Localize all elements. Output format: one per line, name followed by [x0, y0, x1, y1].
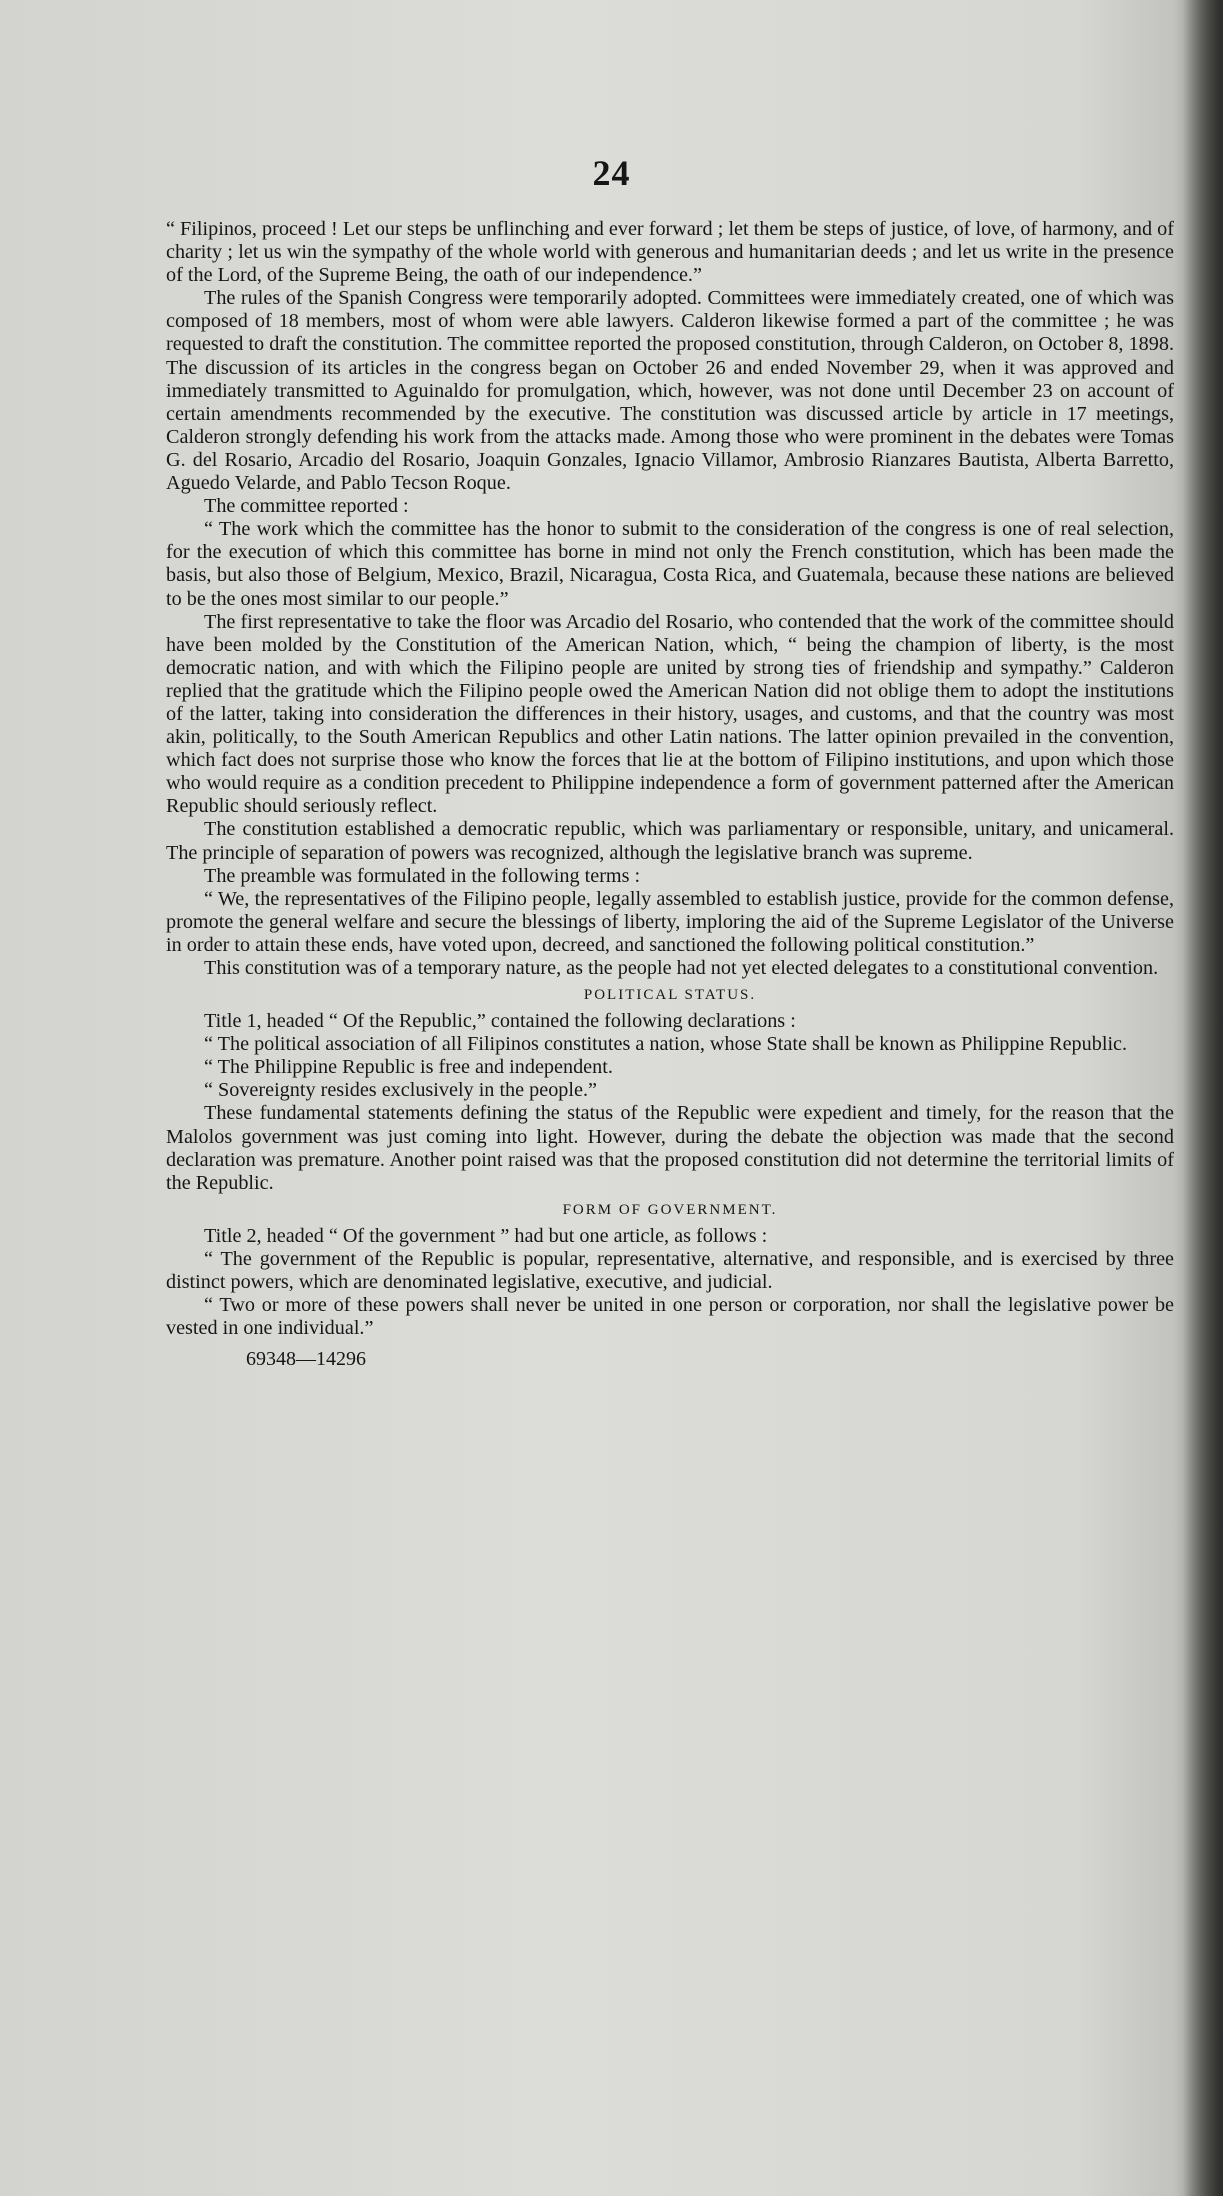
paragraph: These fundamental statements defining the status of the Republic were expedient and timely, for the reason that the Malolos government was just coming into light. However, during the debate the objection was made that the second declaration was premature. Another point raised was that the proposed constitution did not determine the territorial limits of the Republic. — [166, 1102, 1174, 1194]
quote-paragraph: “ Sovereignty resides exclusively in the people.” — [204, 1079, 597, 1102]
quote-paragraph: “ The Philippine Republic is free and independent. — [204, 1056, 613, 1079]
print-signature: 69348—14296 — [246, 1348, 366, 1371]
page-number: 24 — [592, 153, 631, 193]
paragraph: Title 1, headed “ Of the Republic,” contained the following declarations : — [204, 1010, 796, 1033]
section-heading-form-of-government: FORM OF GOVERNMENT. — [562, 1201, 778, 1218]
quote-paragraph: “ We, the representatives of the Filipino people, legally assembled to establish justice, provide for the common defense, promote the general welfare and secure the blessings of liberty, imploring the aid of the Supreme Legislator of the Universe in order to attain these ends, have voted upon, decreed, and sanctioned the following political constitution.” — [166, 887, 1174, 956]
paragraph: The rules of the Spanish Congress were temporarily adopted. Committees were immediately created, one of which was composed of 18 members, most of whom were able lawyers. Calderon likewise formed a part of the committee ; he was requested to draft the constitution. The committee reported the proposed constitution, through Calderon, on October 8, 1898. The discussion of its articles in the congress began on October 26 and ended November 29, when it was approved and immediately transmitted to Aguinaldo for promulgation, which, however, was not done until December 23 on account of certain amendments recommended by the executive. The constitution was discussed article by article in 17 meetings, Calderon strongly defending his work from the attacks made. Among those who were prominent in the debates were Tomas G. del Rosario, Arcadio del Rosario, Joaquin Gonzales, Ignacio Villamor, Ambrosio Rianzares Bautista, Alberta Barretto, Aguedo Velarde, and Pablo Tecson Roque. — [166, 287, 1174, 495]
page-edge-shadow — [1183, 0, 1223, 2196]
quote-paragraph: “ The government of the Republic is popular, representative, alternative, and responsible, and is exercised by three distinct powers, which are denominated legislative, executive, and judicial. — [166, 1247, 1174, 1294]
paragraph: The preamble was formulated in the following terms : — [204, 864, 641, 887]
quote-paragraph: “ The work which the committee has the honor to submit to the consideration of the congress is one of real selection, for the execution of which this committee has borne in mind not only the French constitution, which has been made the basis, but also those of Belgium, Mexico, Brazil, Nicaragua, Costa Rica, and Guatemala, because these nations are believed to be the ones most similar to our people.” — [166, 518, 1174, 610]
quote-paragraph: “ Filipinos, proceed ! Let our steps be unflinching and ever forward ; let them be steps of justice, of love, of harmony, and of charity ; let us win the sympathy of the whole world with generous and humanitarian deeds ; and let us write in the presence of the Lord, of the Supreme Being, the oath of our independence.” — [166, 218, 1174, 287]
quote-paragraph: “ The political association of all Filipinos constitutes a nation, whose State shall be known as Philippine Republic. — [204, 1033, 1128, 1056]
paragraph: Title 2, headed “ Of the government ” had but one article, as follows : — [204, 1224, 768, 1247]
paragraph: The committee reported : — [204, 495, 409, 518]
paragraph: The constitution established a democratic republic, which was parliamentary or responsible, unitary, and unicameral. The principle of separation of powers was recognized, although the legislative branch was supreme. — [166, 818, 1174, 864]
paragraph: This constitution was of a temporary nature, as the people had not yet elected delegates to a constitutional convention. — [204, 957, 1159, 979]
page-body — [166, 218, 1174, 1371]
section-heading-political-status: POLITICAL STATUS. — [583, 987, 757, 1004]
paragraph: The first representative to take the floor was Arcadio del Rosario, who contended that the work of the committee should have been molded by the Constitution of the American Nation, which, “ being the champion of liberty, is the most democratic nation, and with which the Filipino people are united by strong ties of friendship and sympathy.” Calderon replied that the gratitude which the Filipino people owed the American Nation did not oblige them to adopt the institutions of the latter, taking into consideration the differences in their history, usages, and customs, and that the country was most akin, politically, to the South American Republics and other Latin nations. The latter opinion prevailed in the convention, which fact does not surprise those who know the forces that lie at the bottom of Filipino institutions, and upon which those who would require as a condition precedent to Philippine independence a form of government patterned after the American Republic should seriously reflect. — [166, 610, 1174, 818]
quote-paragraph: “ Two or more of these powers shall never be united in one person or corporation, nor shall the legislative power be vested in one individual.” — [166, 1294, 1174, 1340]
